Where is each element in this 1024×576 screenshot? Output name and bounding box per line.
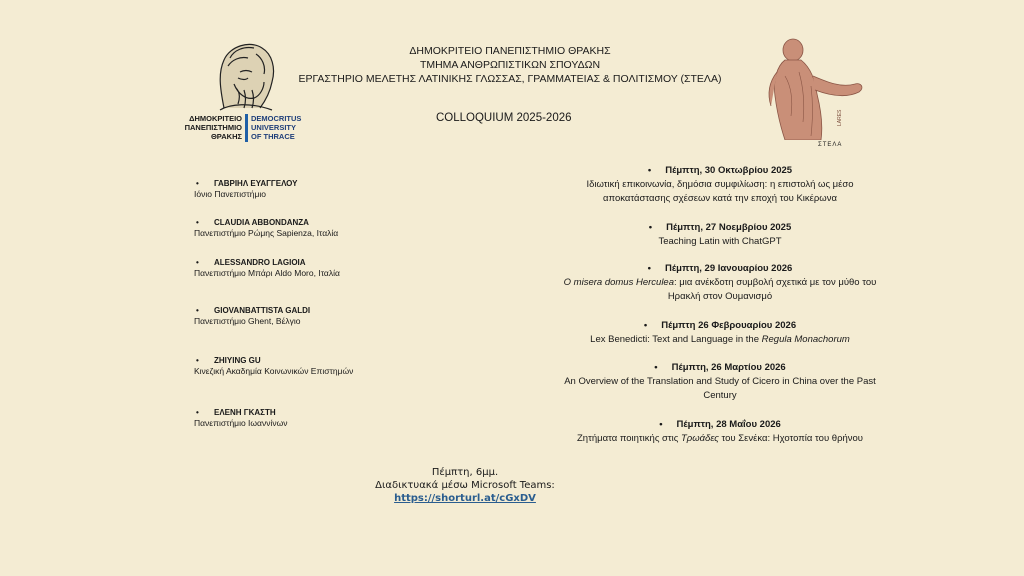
university-name-english: DEMOCRITUS UNIVERSITY OF THRACE — [251, 114, 302, 141]
session-title: O misera domus Herculea: μια ανέκδοτη συμβολή σχετικά με τον μύθο του Ηρακλή στον Ουμανισμό — [563, 277, 877, 302]
session-date: • Πέμπτη 26 Φεβρουαρίου 2026 — [560, 319, 880, 333]
session-date: • Πέμπτη, 28 Μαΐου 2026 — [560, 418, 880, 432]
speaker-name: • ΓΑΒΡΙΗΛ ΕΥΑΓΓΕΛΟΥ — [194, 178, 298, 189]
session-title: An Overview of the Translation and Study of Cicero in China over the Past Century — [564, 376, 876, 401]
speaker-name: • CLAUDIA ABBONDANZA — [194, 217, 338, 228]
meeting-platform: Διαδικτυακά μέσω Microsoft Teams: — [375, 480, 555, 491]
speaker-affiliation: Πανεπιστήμιο Ghent, Βέλγιο — [194, 316, 301, 326]
speaker-affiliation: Ιόνιο Πανεπιστήμιο — [194, 189, 267, 199]
session-item — [560, 164, 880, 206]
session-item — [560, 361, 880, 403]
footer — [340, 466, 590, 505]
speaker-name: • ΕΛΕΝΗ ΓΚΑΣΤΗ — [194, 407, 288, 418]
university-name-greek: ΔΗΜΟΚΡΙΤΕΙΟ ΠΑΝΕΠΙΣΤΗΜΙΟ ΘΡΑΚΗΣ — [184, 114, 242, 141]
session-item — [560, 262, 880, 304]
speaker-affiliation: Πανεπιστήμιο Ιωαννίνων — [194, 418, 288, 428]
speaker-item — [194, 217, 338, 239]
speaker-item — [194, 407, 288, 429]
header-department: ΤΜΗΜΑ ΑΝΘΡΩΠΙΣΤΙΚΩΝ ΣΠΟΥΔΩΝ — [419, 59, 601, 71]
speaker-affiliation: Πανεπιστήμιο Μπάρι Aldo Moro, Ιταλία — [194, 268, 340, 278]
logo-divider — [245, 114, 248, 142]
session-item — [560, 418, 880, 446]
session-title: Lex Benedicti: Text and Language in the Regula Monachorum — [590, 334, 850, 345]
speaker-name: • GIOVANBATTISTA GALDI — [194, 305, 310, 316]
speaker-name: • ALESSANDRO LAGIOIA — [194, 257, 340, 268]
speaker-item — [194, 178, 298, 200]
speaker-item — [194, 305, 310, 327]
teams-link[interactable]: https://shorturl.at/cGxDV — [394, 493, 536, 504]
session-title: Teaching Latin with ChatGPT — [658, 236, 782, 247]
speaker-item — [194, 355, 353, 377]
meeting-time: Πέμπτη, 6μμ. — [431, 467, 499, 478]
colloquium-title: COLLOQUIUM 2025-2026 — [436, 112, 572, 124]
svg-text:LARES: LARES — [837, 109, 843, 126]
session-date: • Πέμπτη, 30 Οκτωβρίου 2025 — [560, 164, 880, 178]
speaker-affiliation: Κινεζική Ακαδημία Κοινωνικών Επιστημών — [194, 366, 354, 376]
statue-image — [755, 36, 873, 140]
speaker-name: • ZHIYING GU — [194, 355, 353, 366]
header-university: ΔΗΜΟΚΡΙΤΕΙΟ ΠΑΝΕΠΙΣΤΗΜΙΟ ΘΡΑΚΗΣ — [409, 45, 611, 57]
speaker-item — [194, 257, 340, 279]
header-lab: ΕΡΓΑΣΤΗΡΙΟ ΜΕΛΕΤΗΣ ΛΑΤΙΝΙΚΗΣ ΓΛΩΣΣΑΣ, ΓΡΑΜΜΑΤΕΙΑΣ & ΠΟΛΙΤΙΣΜΟΥ (ΣΤΕΛΑ) — [298, 73, 722, 85]
session-title: Ιδιωτική επικοινωνία, δημόσια συμφιλίωση: η επιστολή ως μέσο αποκατάστασης σχέσεων κατά την εποχή του Κικέρωνα — [586, 179, 854, 204]
session-date: • Πέμπτη, 29 Ιανουαρίου 2026 — [560, 262, 880, 276]
session-item — [560, 319, 880, 347]
session-title: Ζητήματα ποιητικής στις Τρωάδες του Σενέκα: Ηχοτοπία του θρήνου — [576, 433, 863, 444]
session-item — [560, 221, 880, 249]
stela-label: ΣΤΕΛΑ — [818, 142, 843, 148]
session-date: • Πέμπτη, 26 Μαρτίου 2026 — [560, 361, 880, 375]
speaker-affiliation: Πανεπιστήμιο Ρώμης Sapienza, Ιταλία — [194, 228, 339, 238]
session-date: • Πέμπτη, 27 Νοεμβρίου 2025 — [560, 221, 880, 235]
democritus-bust-logo — [210, 38, 282, 112]
header — [280, 44, 740, 86]
